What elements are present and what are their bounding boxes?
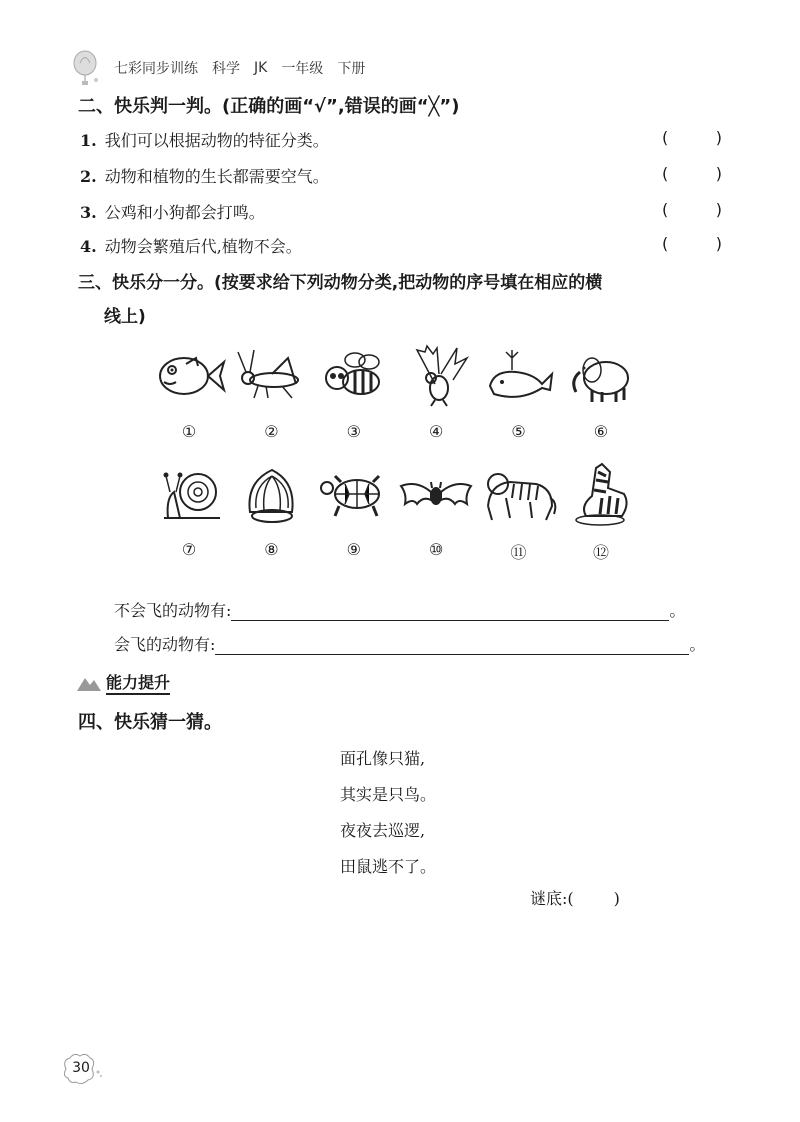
question-1: 1. 我们可以根据动物的特征分类。 <box>80 131 329 150</box>
animal-9: ⑨ <box>315 462 393 563</box>
can-fly-label: 会飞的动物有: <box>114 635 216 654</box>
poem-line-4: 田鼠逃不了。 <box>340 857 437 876</box>
section3-title-line1: 三、快乐分一分。(按要求给下列动物分类,把动物的序号填在相应的横 <box>78 273 603 293</box>
mountain-icon <box>76 674 102 692</box>
bat-icon <box>397 462 475 526</box>
snail-icon <box>150 462 228 526</box>
grasshopper-icon <box>232 344 310 408</box>
animal-5: ⑤ <box>480 344 558 441</box>
answer-box-3[interactable]: ( ) <box>662 200 722 219</box>
ability-heading: 能力提升 <box>76 670 170 695</box>
animal-2: ② <box>232 344 310 441</box>
fish-icon <box>150 344 228 408</box>
page-header <box>72 48 379 88</box>
animal-4: ④ <box>397 344 475 441</box>
answer-box-1[interactable]: ( ) <box>662 128 722 147</box>
animal-1: ① <box>150 344 228 441</box>
section2-title: 二、快乐判一判。(正确的画“√”,错误的画“╳”) <box>78 96 460 117</box>
answer-box-2[interactable]: ( ) <box>662 164 722 183</box>
animal-row-2 <box>150 462 640 563</box>
tiger-icon <box>480 462 558 526</box>
answer-box-4[interactable]: ( ) <box>662 234 722 253</box>
poem-line-1: 面孔像只猫, <box>340 749 426 768</box>
question-3: 3. 公鸡和小狗都会打鸣。 <box>80 203 265 222</box>
section3-title-line2: 线上) <box>104 307 146 327</box>
eagle-icon <box>397 344 475 408</box>
animal-10: ⑩ <box>397 462 475 563</box>
question-2: 2. 动物和植物的生长都需要空气。 <box>80 167 329 186</box>
cannot-fly-label: 不会飞的动物有: <box>114 601 232 620</box>
cannot-fly-row: 不会飞的动物有: 。 <box>114 598 685 621</box>
poem-line-3: 夜夜去巡逻, <box>340 821 426 840</box>
animal-row-1 <box>150 344 640 441</box>
page-number: 30 <box>72 1060 90 1076</box>
elephant-icon <box>562 344 640 408</box>
poem-line-2: 其实是只鸟。 <box>340 785 437 804</box>
riddle-answer[interactable]: 谜底:( ) <box>530 889 620 908</box>
grade: 一年级 <box>281 61 324 77</box>
balloon-logo-icon <box>72 50 102 86</box>
animal-8: ⑧ <box>232 462 310 563</box>
whale-icon <box>480 344 558 408</box>
animal-6: ⑥ <box>562 344 640 441</box>
can-fly-answer-line[interactable] <box>215 636 689 655</box>
page-number-badge <box>60 1052 104 1086</box>
turtle-icon <box>315 462 393 526</box>
cannot-fly-answer-line[interactable] <box>231 602 669 621</box>
series-name: 七彩同步训练 <box>114 61 198 77</box>
bee-icon <box>315 344 393 408</box>
question-4: 4. 动物会繁殖后代,植物不会。 <box>80 237 302 256</box>
animal-3: ③ <box>315 344 393 441</box>
shell-icon <box>232 462 310 526</box>
edition: JK <box>254 60 268 76</box>
animal-11: ⑪ <box>480 462 558 563</box>
section4-title: 四、快乐猜一猜。 <box>78 712 222 733</box>
volume: 下册 <box>337 61 366 77</box>
can-fly-row: 会飞的动物有: 。 <box>114 632 705 655</box>
zebra-icon <box>562 462 640 526</box>
animal-12: ⑫ <box>562 462 640 563</box>
subject: 科学 <box>212 61 240 77</box>
animal-7: ⑦ <box>150 462 228 563</box>
